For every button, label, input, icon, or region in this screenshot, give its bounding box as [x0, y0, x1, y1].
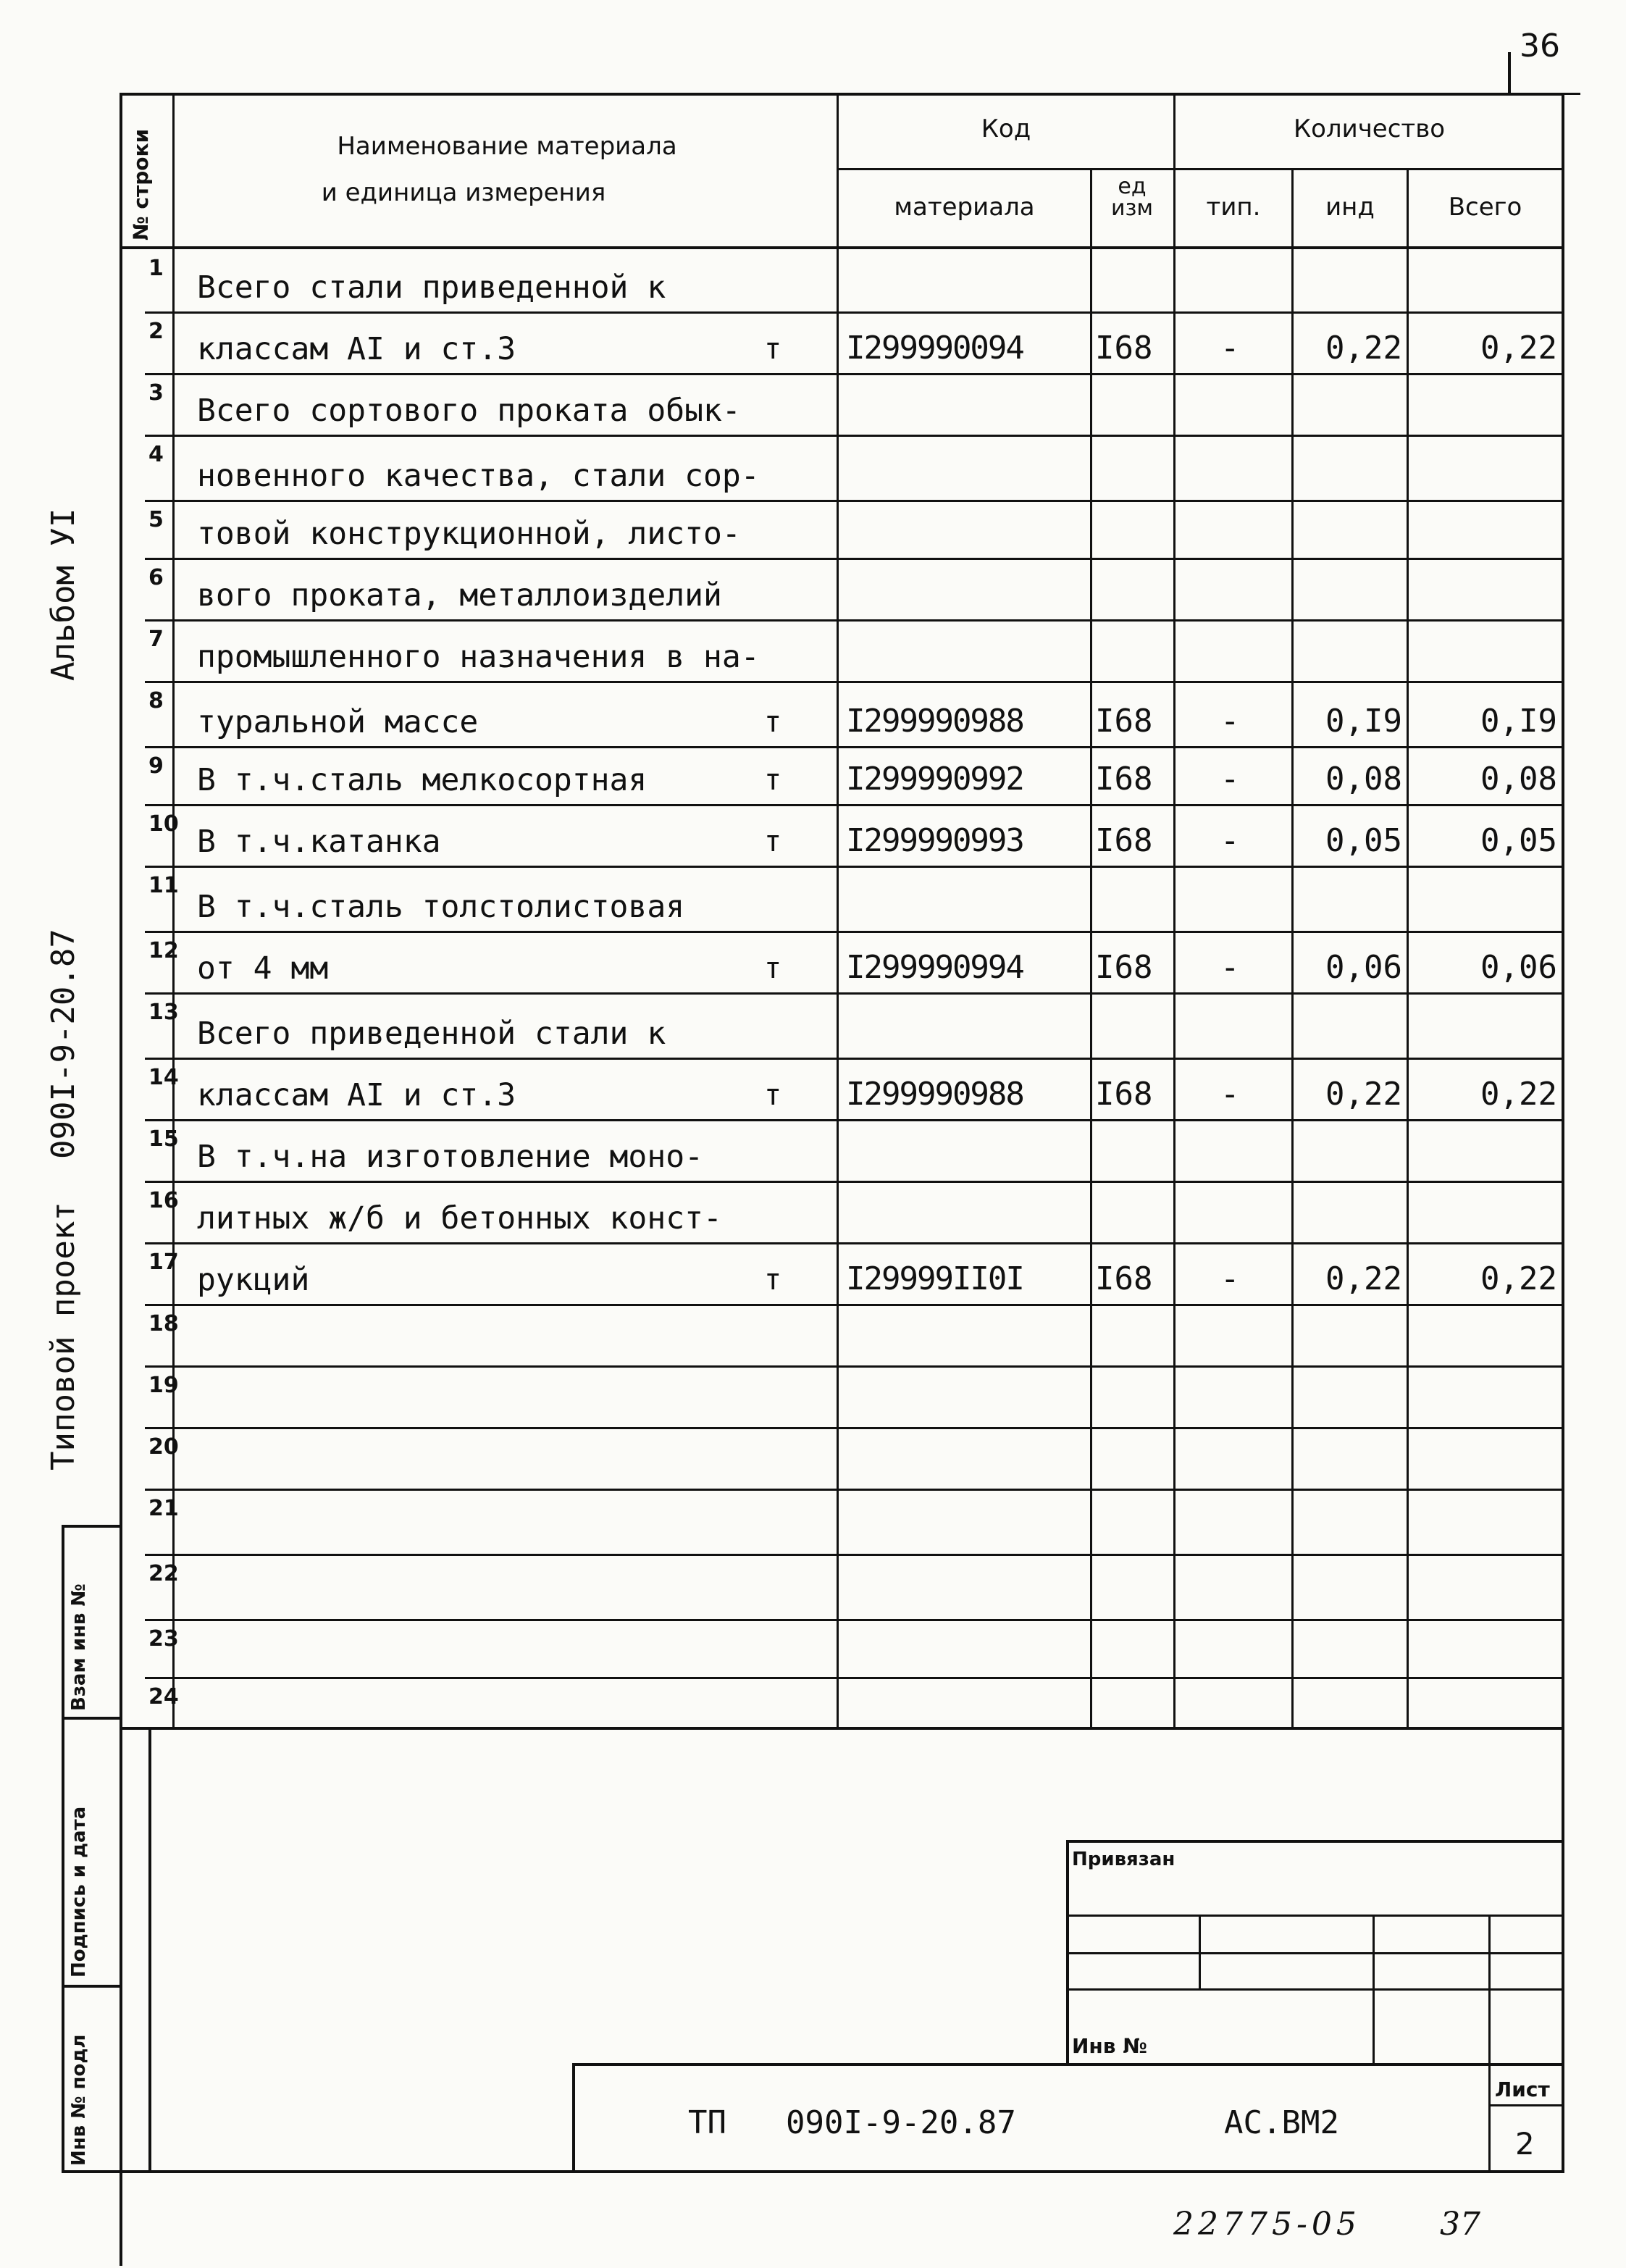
- row-unit: т: [764, 1263, 782, 1297]
- row-number: 18: [148, 1311, 179, 1336]
- side-project-label: Типовой проект: [45, 1202, 82, 1470]
- row-number: 13: [148, 1000, 179, 1025]
- row-typ: -: [1220, 949, 1240, 986]
- row-typ: -: [1220, 822, 1240, 859]
- header-row-no: № строки: [129, 128, 153, 240]
- row-total: 0,22: [1480, 330, 1557, 367]
- row-code: I299990988: [846, 703, 1023, 740]
- row-unit-code: I68: [1095, 1260, 1153, 1297]
- row-unit-code: I68: [1095, 703, 1153, 740]
- row-number: 7: [148, 627, 164, 652]
- row-ind: 0,06: [1325, 949, 1402, 986]
- row-name: туральной массе: [197, 704, 479, 740]
- row-unit: т: [764, 706, 782, 739]
- row-number: 23: [148, 1626, 179, 1652]
- row-ind: 0,22: [1325, 330, 1402, 367]
- row-number: 4: [148, 442, 164, 467]
- row-code: I299990994: [846, 949, 1023, 986]
- row-unit: т: [764, 1079, 782, 1112]
- row-name: товой конструкционной, листо-: [197, 516, 741, 552]
- row-name: вого проката, металлоизделий: [197, 577, 722, 614]
- row-total: 0,08: [1480, 761, 1557, 798]
- stamp-sheet: 2: [1515, 2126, 1535, 2162]
- footer-page: 37: [1440, 2206, 1480, 2243]
- row-typ: -: [1220, 761, 1240, 798]
- row-unit: т: [764, 825, 782, 858]
- row-name: новенного качества, стали сор-: [197, 458, 760, 494]
- row-typ: -: [1220, 330, 1240, 367]
- row-name: литных ж/б и бетонных конст-: [197, 1200, 722, 1236]
- row-unit: т: [764, 952, 782, 985]
- header-total: Всего: [1448, 193, 1522, 222]
- row-number: 3: [148, 380, 164, 406]
- row-code: I299990094: [846, 330, 1023, 367]
- side-podpis-data: Подпись и дата: [68, 1806, 90, 1978]
- row-number: 20: [148, 1434, 179, 1460]
- header-unit: ед изм: [1110, 174, 1154, 221]
- row-unit-code: I68: [1095, 761, 1153, 798]
- row-name: В т.ч.сталь мелкосортная: [197, 762, 648, 798]
- row-typ: -: [1220, 1260, 1240, 1297]
- page-number-tick: [1508, 52, 1511, 96]
- row-unit-code: I68: [1095, 949, 1153, 986]
- row-code: I299990988: [846, 1076, 1023, 1113]
- stamp-inv-no: Инв №: [1072, 2034, 1147, 2058]
- row-unit: т: [764, 332, 782, 366]
- row-ind: 0,22: [1325, 1076, 1402, 1113]
- row-name: Всего сортового проката обык-: [197, 393, 741, 429]
- row-name: Всего стали приведенной к: [197, 269, 666, 306]
- row-name: В т.ч.сталь толстолистовая: [197, 889, 685, 925]
- side-album: Альбом УI: [45, 508, 82, 681]
- row-total: 0,06: [1480, 949, 1557, 986]
- row-ind: 0,08: [1325, 761, 1402, 798]
- header-material: материала: [894, 193, 1035, 222]
- row-number: 16: [148, 1188, 179, 1213]
- row-unit-code: I68: [1095, 1076, 1153, 1113]
- row-total: 0,22: [1480, 1076, 1557, 1113]
- row-name: В т.ч.на изготовление моно-: [197, 1139, 703, 1175]
- row-name: классам AI и ст.3: [197, 331, 516, 367]
- side-inv-podl: Инв № подл: [68, 2034, 90, 2166]
- row-number: 19: [148, 1373, 179, 1398]
- row-number: 15: [148, 1126, 179, 1152]
- row-number: 8: [148, 688, 164, 714]
- row-number: 1: [148, 256, 164, 281]
- row-total: 0,22: [1480, 1260, 1557, 1297]
- stamp-doc-code: 090I-9-20.87: [786, 2104, 1016, 2141]
- stamp-mark: АС.ВМ2: [1224, 2104, 1339, 2141]
- row-number: 22: [148, 1561, 179, 1586]
- row-name: Всего приведенной стали к: [197, 1016, 666, 1052]
- row-ind: 0,05: [1325, 822, 1402, 859]
- row-total: 0,I9: [1480, 703, 1557, 740]
- row-unit-code: I68: [1095, 822, 1153, 859]
- row-name: классам AI и ст.3: [197, 1077, 516, 1113]
- stamp-tp: ТП: [688, 2104, 726, 2141]
- row-number: 10: [148, 811, 179, 837]
- row-number: 12: [148, 938, 179, 963]
- row-total: 0,05: [1480, 822, 1557, 859]
- row-name: В т.ч.катанка: [197, 824, 441, 860]
- header-name-line1: Наименование материала: [337, 132, 677, 161]
- row-typ: -: [1220, 1076, 1240, 1113]
- row-code: I29999II0I: [846, 1260, 1023, 1297]
- header-quantity: Количество: [1293, 114, 1446, 143]
- row-name: от 4 мм: [197, 950, 329, 987]
- row-code: I299990993: [846, 822, 1023, 859]
- side-vzam-inv: Взам инв №: [68, 1583, 90, 1711]
- row-number: 14: [148, 1065, 179, 1090]
- header-code: Код: [981, 114, 1031, 143]
- row-name: рукций: [197, 1262, 310, 1298]
- header-typ: тип.: [1206, 193, 1261, 222]
- footer-number: 22775-05: [1173, 2206, 1361, 2243]
- stamp-sheet-label: Лист: [1495, 2077, 1550, 2101]
- row-number: 9: [148, 753, 164, 779]
- header-name-line2: и единица измерения: [321, 178, 606, 207]
- side-project-code: 090I-9-20.87: [45, 929, 82, 1159]
- row-number: 2: [148, 319, 164, 344]
- row-unit: т: [764, 763, 782, 797]
- row-code: I299990992: [846, 761, 1023, 798]
- row-number: 6: [148, 565, 164, 590]
- row-number: 24: [148, 1684, 179, 1710]
- row-number: 5: [148, 507, 164, 532]
- page-number: 36: [1520, 28, 1560, 64]
- row-number: 11: [148, 873, 179, 898]
- row-typ: -: [1220, 703, 1240, 740]
- row-unit-code: I68: [1095, 330, 1153, 367]
- header-ind: инд: [1325, 193, 1375, 222]
- row-number: 21: [148, 1496, 179, 1521]
- row-name: промышленного назначения в на-: [197, 639, 760, 675]
- row-ind: 0,22: [1325, 1260, 1402, 1297]
- row-ind: 0,I9: [1325, 703, 1402, 740]
- row-number: 17: [148, 1250, 179, 1275]
- stamp-privyazan: Привязан: [1072, 1849, 1176, 1870]
